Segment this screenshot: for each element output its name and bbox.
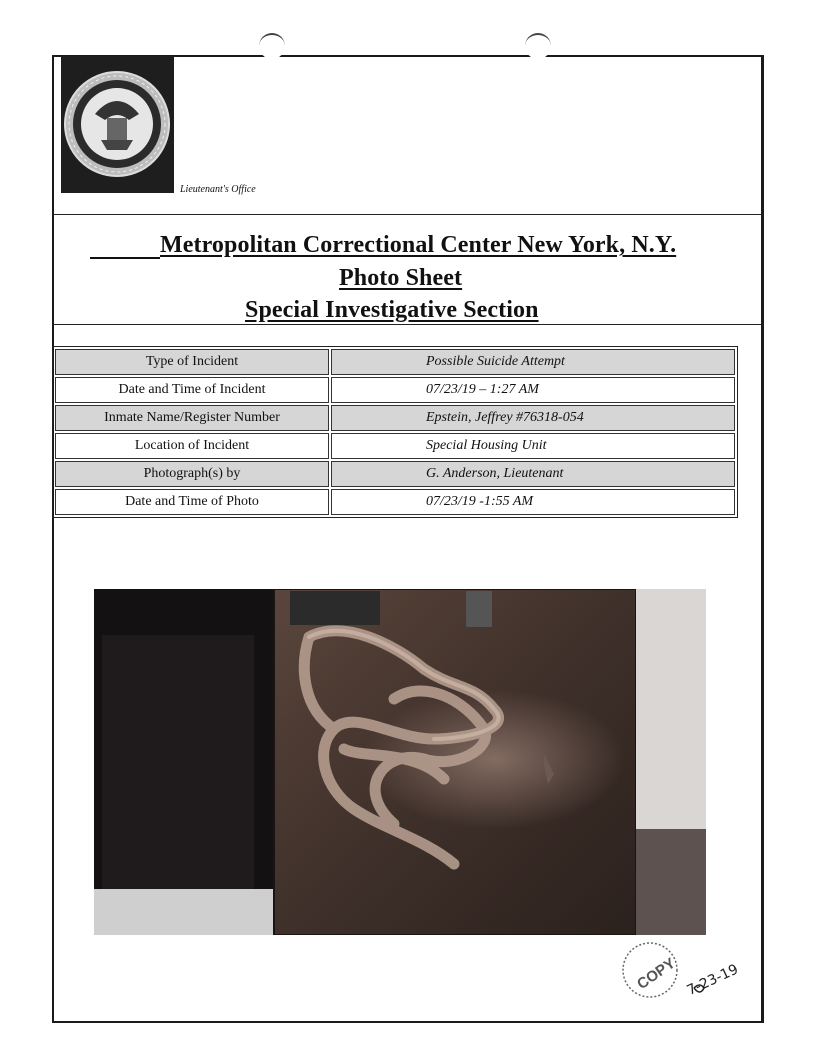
photographer-label: Photograph(s) by xyxy=(55,461,329,487)
location-value: Special Housing Unit xyxy=(331,433,735,459)
photographer-value: G. Anderson, Lieutenant xyxy=(331,461,735,487)
inmate-name-label: Inmate Name/Register Number xyxy=(55,405,329,431)
photo-datetime-label: Date and Time of Photo xyxy=(55,489,329,515)
section-title: Special Investigative Section xyxy=(245,297,539,323)
copy-stamp-text: COPY xyxy=(634,954,679,994)
title-rule xyxy=(90,257,160,259)
table-row xyxy=(55,405,735,431)
incident-table xyxy=(52,346,738,518)
office-caption: Lieutenant's Office xyxy=(180,184,256,195)
copy-stamp xyxy=(618,938,748,1008)
table-row xyxy=(55,377,735,403)
evidence-photo xyxy=(94,589,706,935)
photo-datetime-value: 07/23/19 -1:55 AM xyxy=(331,489,735,515)
incident-type-value: Possible Suicide Attempt xyxy=(331,349,735,375)
sheet-title: Photo Sheet xyxy=(339,265,463,291)
incident-type-label: Type of Incident xyxy=(55,349,329,375)
incident-datetime-value: 07/23/19 – 1:27 AM xyxy=(331,377,735,403)
incident-datetime-label: Date and Time of Incident xyxy=(55,377,329,403)
table-row xyxy=(55,461,735,487)
table-row xyxy=(55,433,735,459)
table-row xyxy=(55,489,735,515)
doj-bop-seal xyxy=(61,56,174,193)
table-row xyxy=(55,349,735,375)
location-label: Location of Incident xyxy=(55,433,329,459)
handwritten-date: 7-23-19 xyxy=(684,961,741,1000)
inmate-name-value: Epstein, Jeffrey #76318-054 xyxy=(331,405,735,431)
facility-title: Metropolitan Correctional Center New York, N.Y. xyxy=(160,232,677,258)
